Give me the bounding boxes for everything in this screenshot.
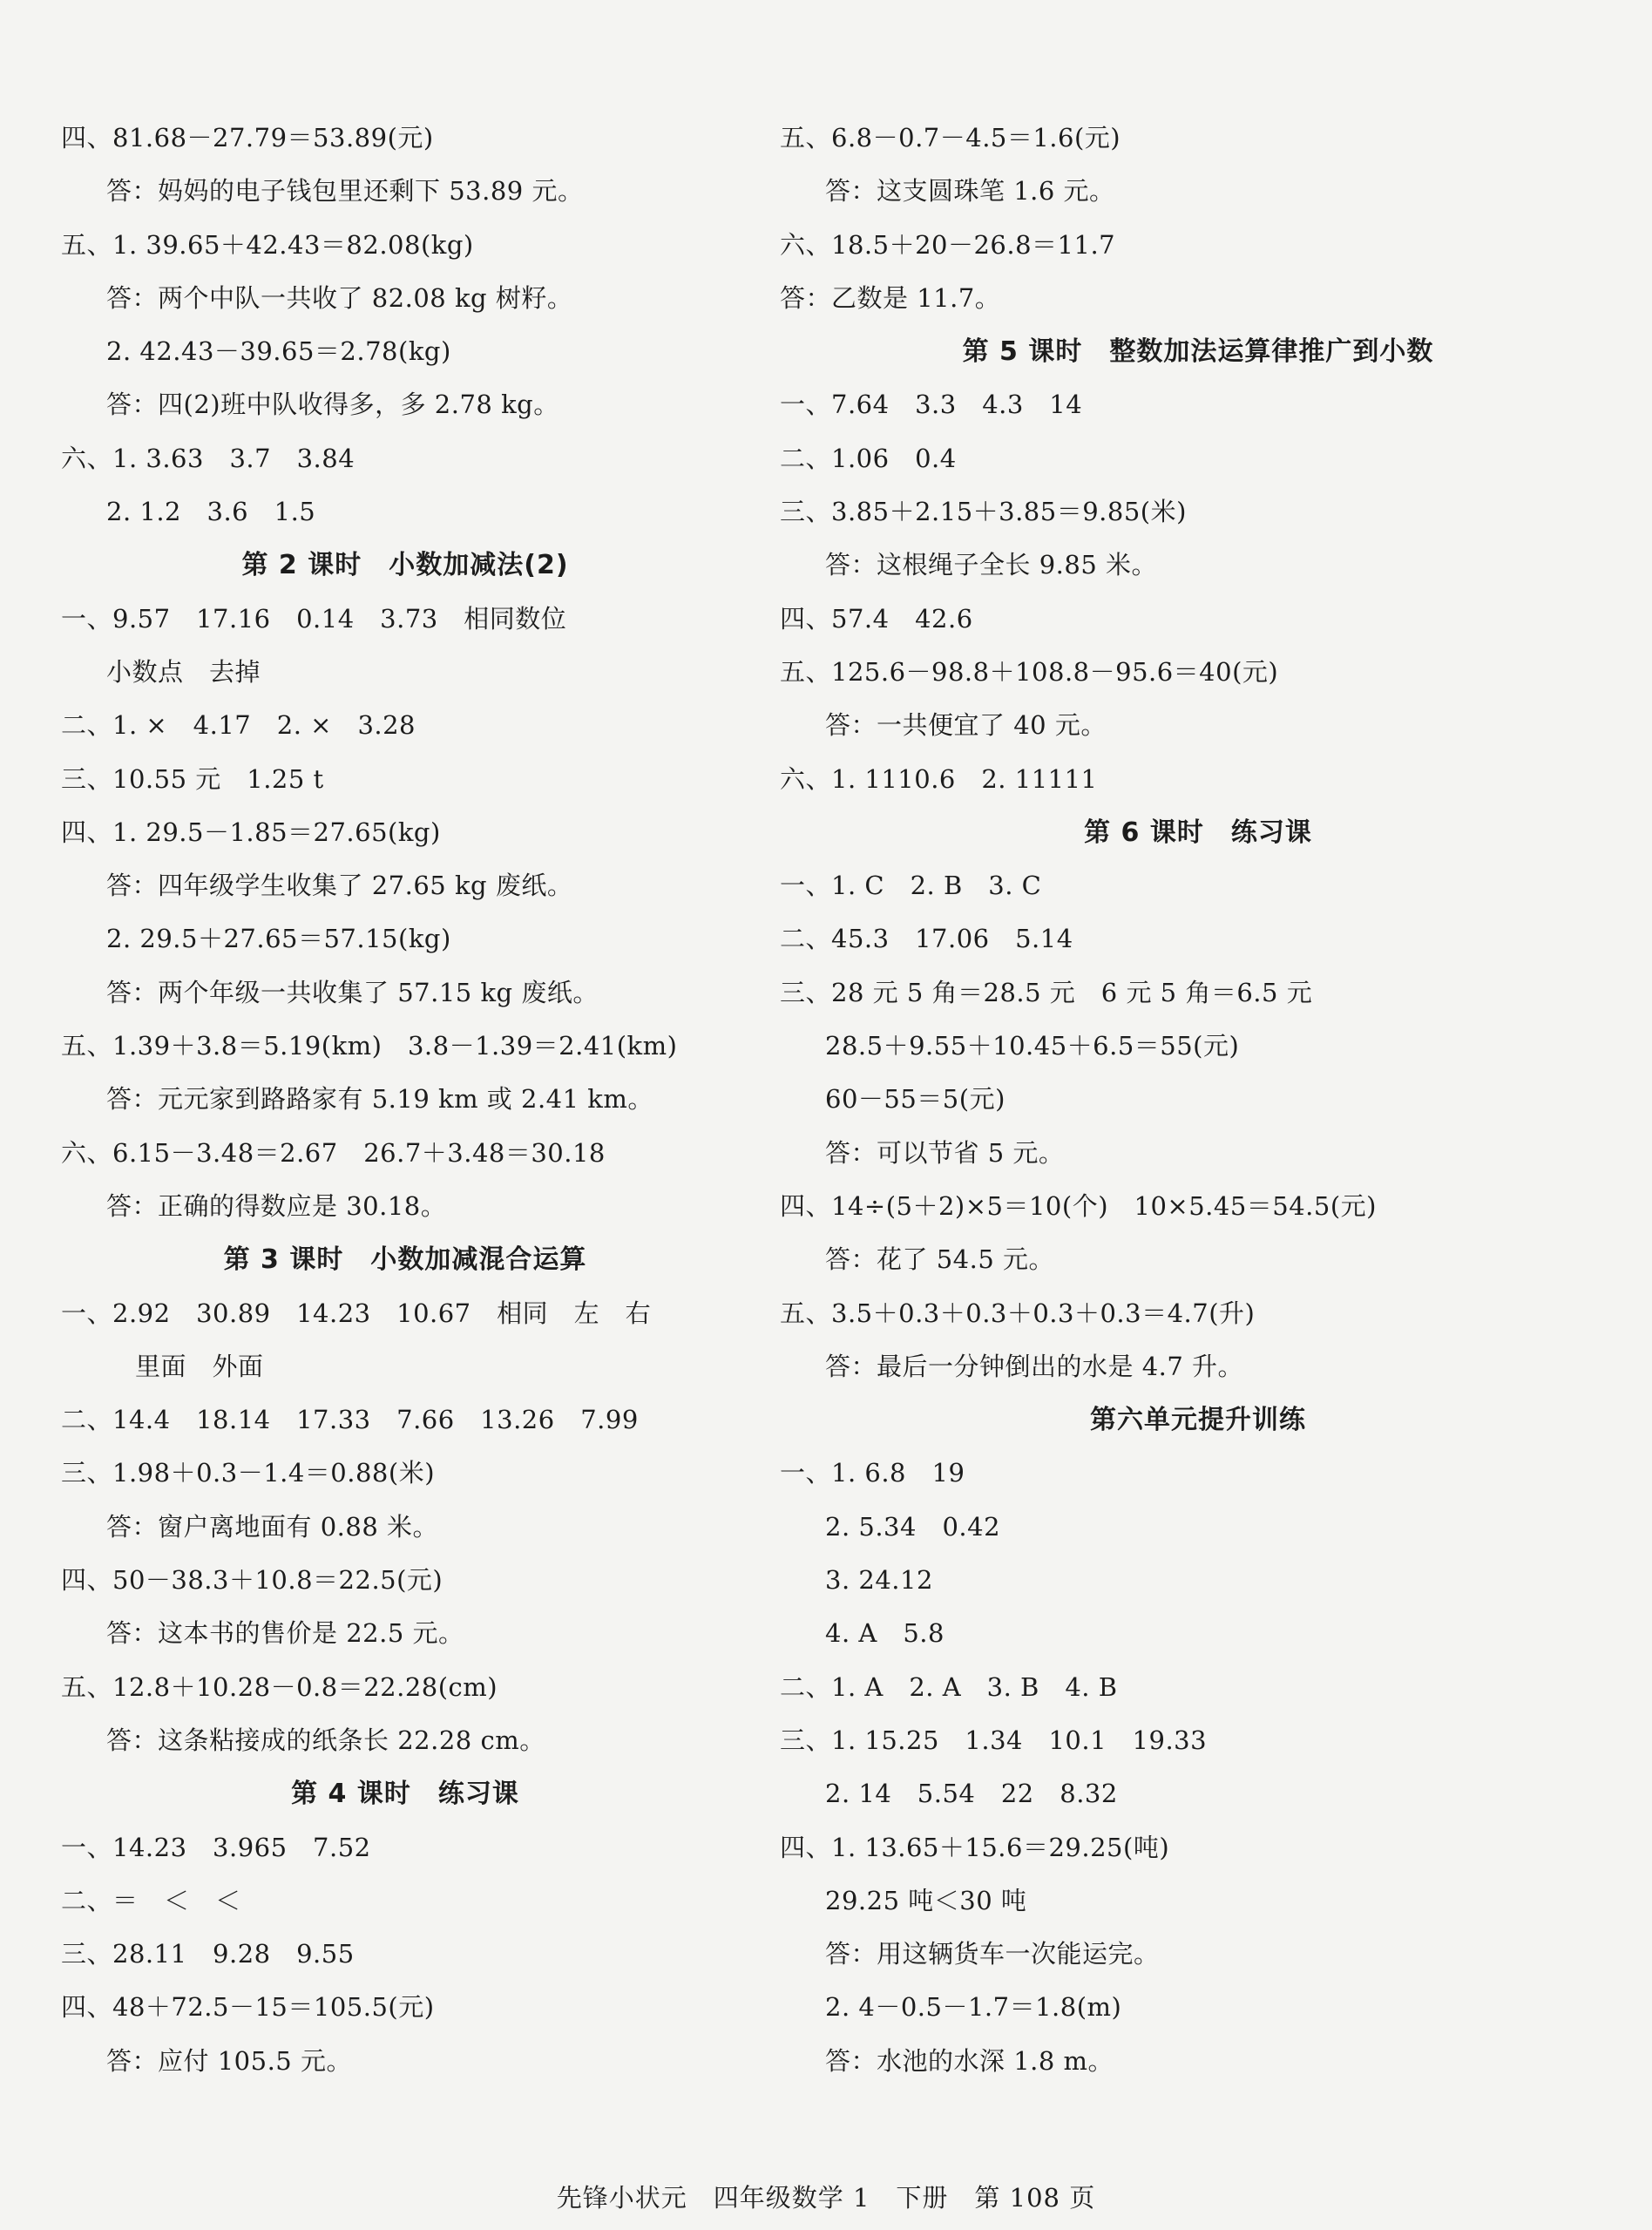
- answer-line: 29.25 吨＜30 吨: [825, 1885, 1027, 1915]
- answer-line: 答：这本书的售价是 22.5 元。: [106, 1618, 464, 1649]
- answer-line: 答：元元家到路路家有 5.19 km 或 2.41 km。: [106, 1084, 653, 1115]
- answer-line: 一、1. 6.8 19: [780, 1458, 965, 1488]
- answer-line: 三、28.11 9.28 9.55: [61, 1939, 355, 1969]
- answer-line: 答：最后一分钟倒出的水是 4.7 升。: [825, 1351, 1244, 1381]
- answer-line: 答：花了 54.5 元。: [825, 1244, 1055, 1275]
- answer-line: 一、2.92 30.89 14.23 10.67 相同 左 右: [61, 1298, 652, 1328]
- answer-line: 答：四年级学生收集了 27.65 kg 废纸。: [106, 871, 573, 901]
- answer-line: 答：乙数是 11.7。: [780, 282, 1001, 313]
- answer-line: 四、48＋72.5－15＝105.5(元): [61, 1992, 435, 2023]
- answer-line: 一、1. C 2. B 3. C: [780, 871, 1042, 901]
- answer-line: 三、10.55 元 1.25 t: [61, 763, 324, 794]
- answer-line: 答：两个年级一共收集了 57.15 kg 废纸。: [106, 977, 599, 1007]
- answer-line: 一、14.23 3.965 7.52: [61, 1832, 371, 1862]
- answer-line: 答：正确的得数应是 30.18。: [106, 1190, 447, 1221]
- answer-line: 五、12.8＋10.28－0.8＝22.28(cm): [61, 1671, 498, 1702]
- section-heading: 第 3 课时 小数加减混合运算: [223, 1244, 587, 1276]
- answer-line: 2. 1.2 3.6 1.5: [106, 497, 316, 527]
- right-answer-column: [780, 112, 1616, 2088]
- answer-line: 答：这支圆珠笔 1.6 元。: [825, 176, 1115, 207]
- section-heading: 第六单元提升训练: [1090, 1405, 1306, 1436]
- answer-line: 28.5＋9.55＋10.45＋6.5＝55(元): [825, 1031, 1240, 1061]
- answer-line: 三、1.98＋0.3－1.4＝0.88(米): [61, 1458, 436, 1488]
- answer-line: 五、6.8－0.7－4.5＝1.6(元): [780, 123, 1121, 153]
- answer-line: 三、3.85＋2.15＋3.85＝9.85(米): [780, 497, 1187, 527]
- answer-line: 二、45.3 17.06 5.14: [780, 924, 1073, 954]
- answer-line: 里面 外面: [135, 1351, 264, 1381]
- section-heading: 第 2 课时 小数加减法(2): [241, 550, 569, 581]
- answer-line: 答：四(2)班中队收得多，多 2.78 kg。: [106, 390, 559, 420]
- answer-line: 答：妈妈的电子钱包里还剩下 53.89 元。: [106, 176, 584, 207]
- answer-line: 一、7.64 3.3 4.3 14: [780, 390, 1083, 420]
- section-heading: 第 5 课时 整数加法运算律推广到小数: [962, 336, 1434, 368]
- answer-line: 五、1. 39.65＋42.43＝82.08(kg): [61, 229, 474, 260]
- answer-line: 答：这条粘接成的纸条长 22.28 cm。: [106, 1725, 545, 1755]
- answer-line: 二、1.06 0.4: [780, 443, 957, 473]
- answer-line: 答：应付 105.5 元。: [106, 2045, 352, 2076]
- answer-line: 答：用这辆货车一次能运完。: [825, 1939, 1160, 1969]
- answer-line: 五、1.39＋3.8＝5.19(km) 3.8－1.39＝2.41(km): [61, 1031, 678, 1061]
- answer-line: 六、18.5＋20－26.8＝11.7: [780, 229, 1116, 260]
- answer-line: 二、＝ ＜ ＜: [61, 1885, 241, 1915]
- answer-line: 三、1. 15.25 1.34 10.1 19.33: [780, 1725, 1208, 1755]
- page-footer: 先锋小状元 四年级数学 1 下册 第 108 页: [556, 2183, 1096, 2213]
- answer-line: 2. 4－0.5－1.7＝1.8(m): [825, 1992, 1122, 2023]
- answer-line: 答：这根绳子全长 9.85 米。: [825, 550, 1158, 580]
- answer-line: 2. 42.43－39.65＝2.78(kg): [106, 336, 451, 367]
- answer-line: 四、1. 13.65＋15.6＝29.25(吨): [780, 1832, 1170, 1862]
- answer-line: 四、57.4 42.6: [780, 603, 973, 634]
- answer-line: 四、1. 29.5－1.85＝27.65(kg): [61, 817, 441, 847]
- answer-line: 六、6.15－3.48＝2.67 26.7＋3.48＝30.18: [61, 1137, 606, 1168]
- left-answer-column: [61, 112, 749, 2088]
- section-heading: 第 4 课时 练习课: [291, 1779, 519, 1810]
- answer-line: 二、14.4 18.14 17.33 7.66 13.26 7.99: [61, 1405, 639, 1435]
- answer-line: 四、50－38.3＋10.8＝22.5(元): [61, 1565, 443, 1596]
- answer-line: 答：可以节省 5 元。: [825, 1137, 1065, 1168]
- answer-line: 六、1. 3.63 3.7 3.84: [61, 443, 355, 473]
- answer-line: 四、14÷(5＋2)×5＝10(个) 10×5.45＝54.5(元): [780, 1190, 1377, 1221]
- answer-line: 2. 14 5.54 22 8.32: [825, 1779, 1118, 1809]
- answer-line: 答：两个中队一共收了 82.08 kg 树籽。: [106, 282, 573, 313]
- answer-line: 3. 24.12: [825, 1565, 933, 1596]
- answer-line: 二、1. A 2. A 3. B 4. B: [780, 1671, 1118, 1702]
- answer-line: 2. 29.5＋27.65＝57.15(kg): [106, 924, 451, 954]
- answer-line: 答：一共便宜了 40 元。: [825, 710, 1107, 741]
- answer-line: 一、9.57 17.16 0.14 3.73 相同数位: [61, 603, 567, 634]
- answer-line: 答：水池的水深 1.8 m。: [825, 2045, 1114, 2076]
- answer-line: 小数点 去掉: [106, 656, 261, 687]
- answer-line: 答：窗户离地面有 0.88 米。: [106, 1511, 439, 1542]
- answer-line: 4. A 5.8: [825, 1618, 944, 1649]
- answer-line: 60－55＝5(元): [825, 1084, 1005, 1115]
- answer-line: 六、1. 1110.6 2. 11111: [780, 763, 1098, 794]
- answer-line: 三、28 元 5 角＝28.5 元 6 元 5 角＝6.5 元: [780, 977, 1313, 1007]
- answer-line: 二、1. × 4.17 2. × 3.28: [61, 710, 416, 741]
- answer-line: 2. 5.34 0.42: [825, 1511, 1001, 1542]
- answer-line: 五、3.5＋0.3＋0.3＋0.3＋0.3＝4.7(升): [780, 1298, 1256, 1328]
- answer-line: 五、125.6－98.8＋108.8－95.6＝40(元): [780, 656, 1279, 687]
- section-heading: 第 6 课时 练习课: [1084, 817, 1312, 848]
- answer-line: 四、81.68－27.79＝53.89(元): [61, 123, 434, 153]
